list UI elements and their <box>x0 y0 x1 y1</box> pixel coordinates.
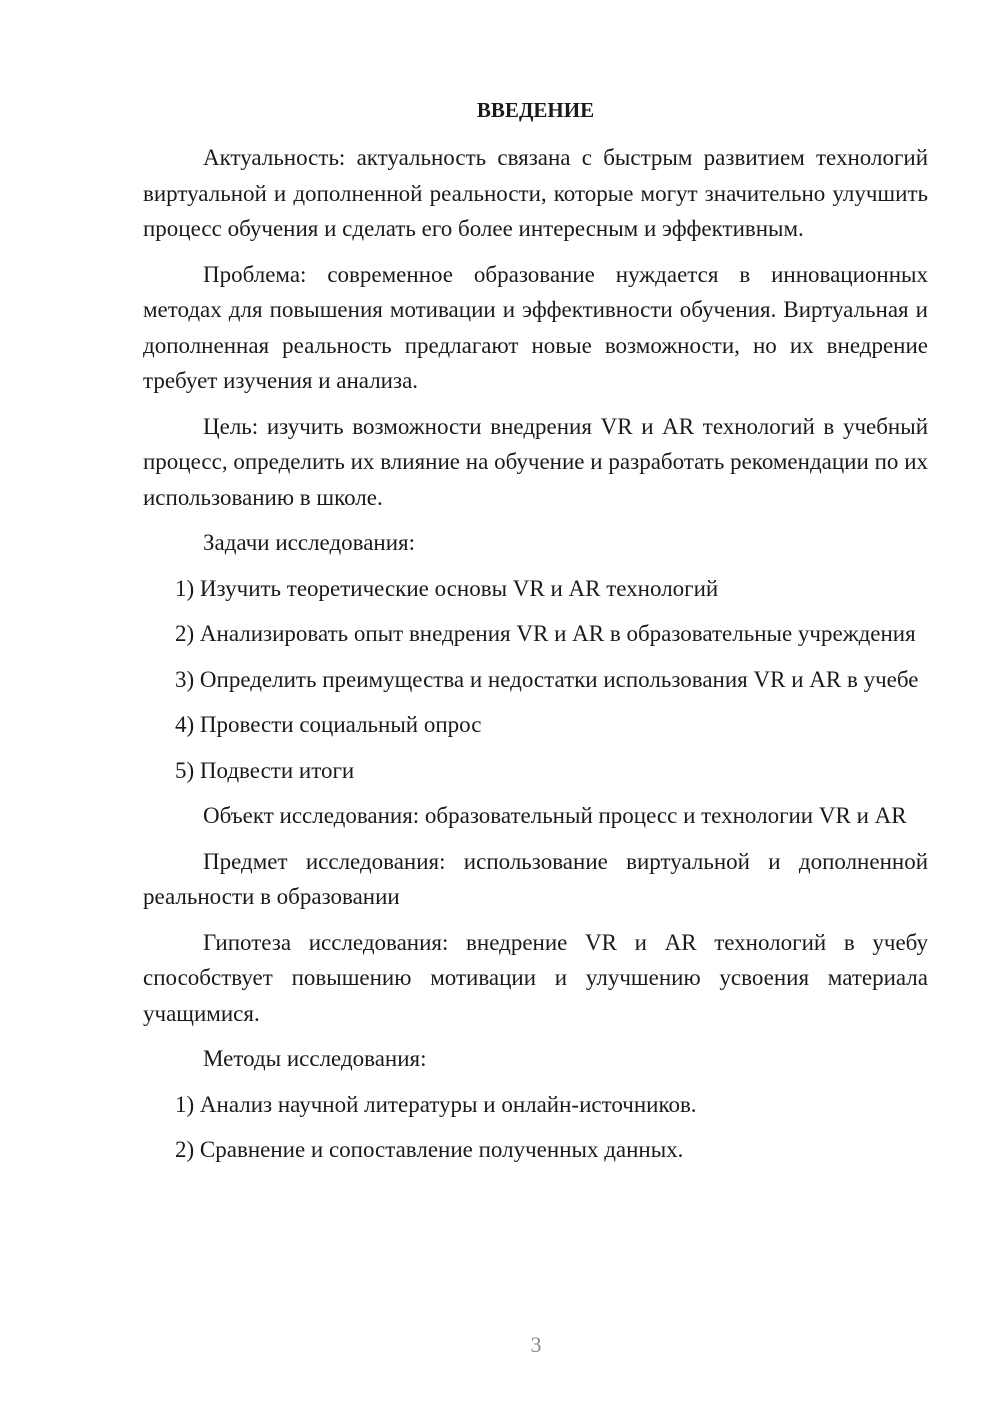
section-heading: ВВЕДЕНИЕ <box>476 98 595 122</box>
object-paragraph: Объект исследования: образовательный процесс и технологии VR и AR <box>203 803 907 828</box>
problem-paragraph: Проблема: современное образование нуждается в инновационных методах для повышения мотивации и эффективности обучения. Виртуальная и дополненная реальность предлагают новые возможности, но их внедрение требует изучения и анализа. <box>143 261 928 393</box>
methods-label: Методы исследования: <box>203 1046 427 1071</box>
page-number: 3 <box>530 1332 542 1357</box>
task-item: 3) Определить преимущества и недостатки использования VR и AR в учебе <box>175 666 919 692</box>
task-item: 2) Анализировать опыт внедрения VR и AR в образовательные учреждения <box>175 621 916 646</box>
task-item: 1) Изучить теоретические основы VR и AR технологий <box>175 575 719 601</box>
method-item: 2) Сравнение и сопоставление полученных данных. <box>175 1137 684 1162</box>
tasks-label: Задачи исследования: <box>203 530 416 555</box>
task-item: 4) Провести социальный опрос <box>175 712 482 737</box>
page-content <box>143 94 928 1178</box>
relevance-paragraph: Актуальность: актуальность связана с быстрым развитием технологий виртуальной и дополненной реальности, которые могут значительно улучшить процесс обучения и сделать его более интересным и эффективным. <box>143 145 928 241</box>
method-item: 1) Анализ научной литературы и онлайн-источников. <box>175 1091 697 1117</box>
hypothesis-paragraph: Гипотеза исследования: внедрение VR и AR технологий в учебу способствует повышению мотивации и улучшению усвоения материала учащимися. <box>143 929 928 1026</box>
task-item: 5) Подвести итоги <box>175 757 355 783</box>
subject-paragraph: Предмет исследования: использование виртуальной и дополненной реальности в образовании <box>143 848 928 909</box>
goal-paragraph: Цель: изучить возможности внедрения VR и AR технологий в учебный процесс, определить их влияние на обучение и разработать рекомендации по их использованию в школе. <box>143 413 928 510</box>
